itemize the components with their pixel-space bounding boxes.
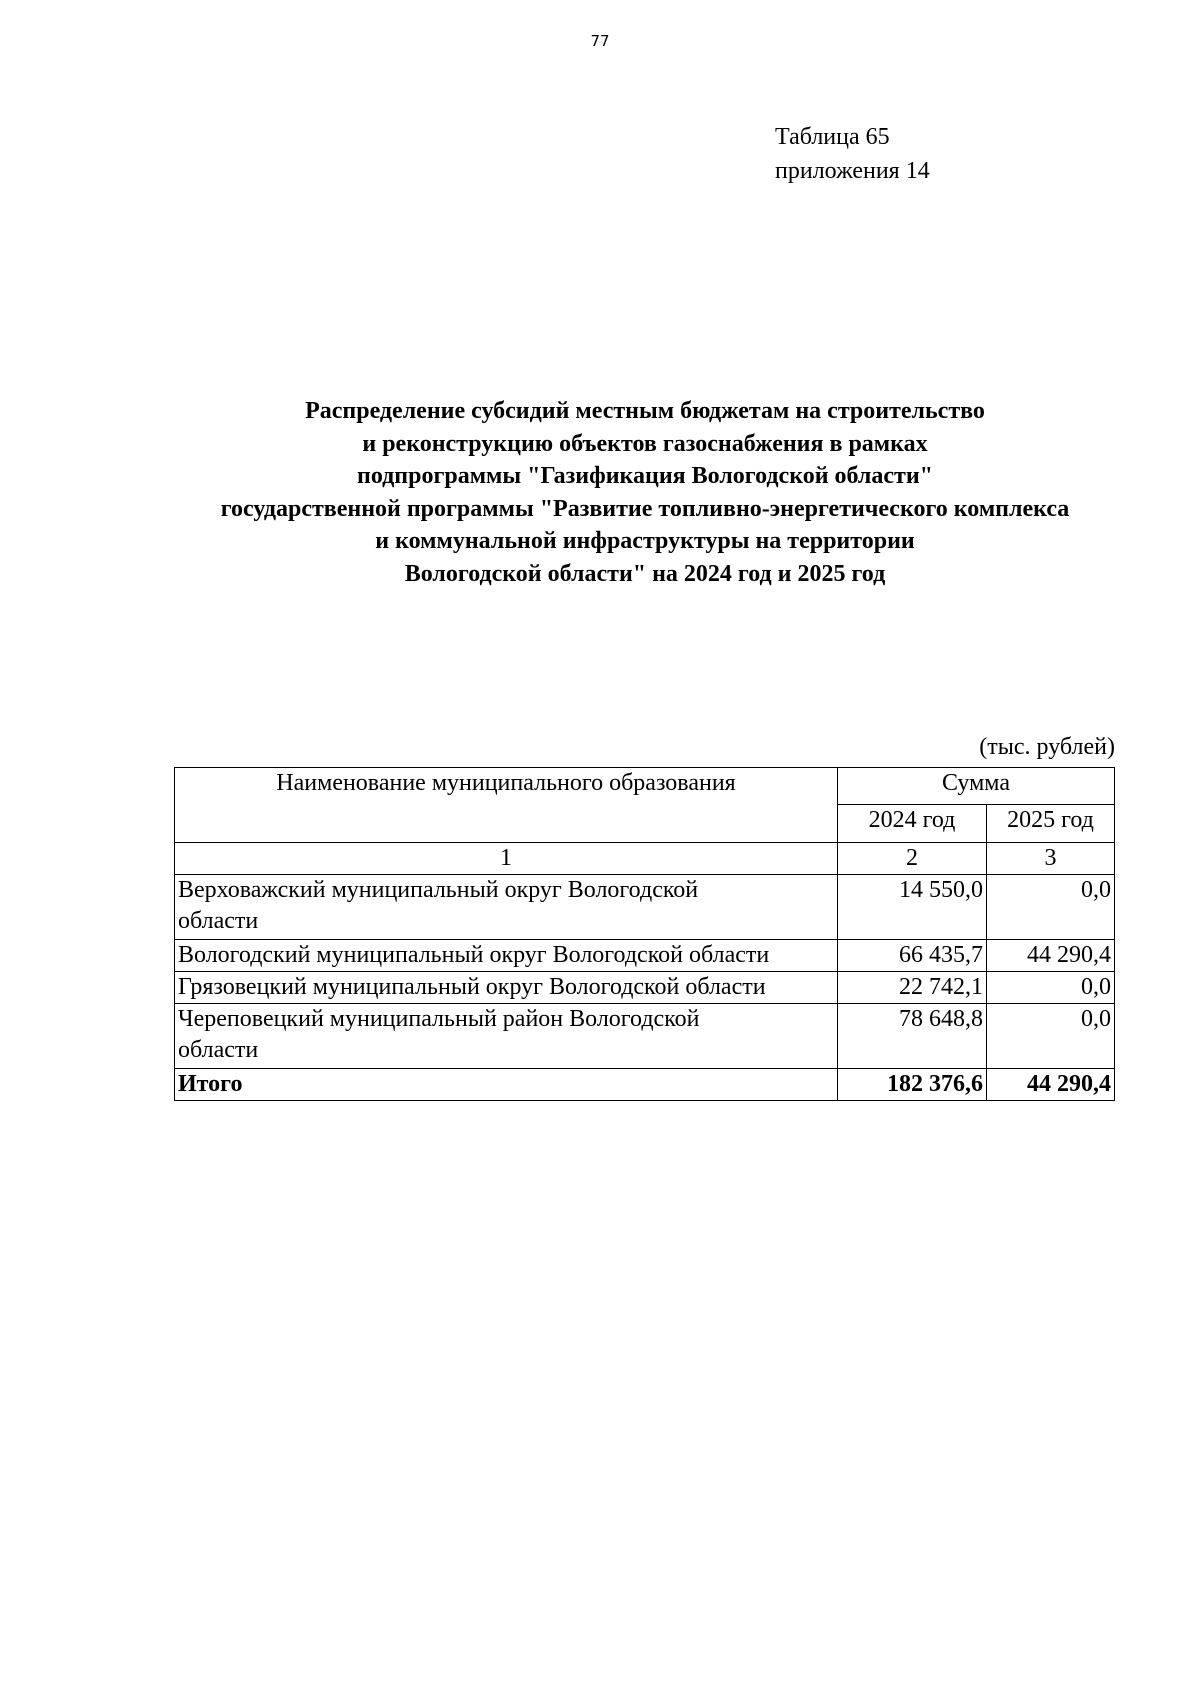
total-2024: 182 376,6 — [838, 1069, 987, 1101]
municipality-name-line: Череповецкий муниципальный район Вологодской — [178, 1006, 700, 1032]
amount-2024: 22 742,1 — [838, 972, 987, 1004]
header-year-2025: 2025 год — [987, 805, 1115, 843]
table-row — [175, 1004, 1115, 1069]
title-line: Вологодской области" на 2024 год и 2025 год — [404, 560, 886, 587]
municipality-name-line: области — [178, 1037, 259, 1063]
amount-2025: 44 290,4 — [987, 940, 1115, 972]
amount-2025: 0,0 — [987, 1004, 1115, 1069]
title-line: государственной программы "Развитие топливно-энергетического комплекса — [220, 495, 1070, 522]
column-number: 3 — [987, 843, 1115, 875]
total-2025: 44 290,4 — [987, 1069, 1115, 1101]
municipality-name — [175, 875, 838, 940]
document-title — [100, 395, 1190, 590]
title-line: подпрограммы "Газификация Вологодской области" — [357, 463, 933, 489]
header-name: Наименование муниципального образования — [175, 768, 838, 843]
units-label: (тыс. рублей) — [979, 734, 1115, 760]
table-row — [175, 940, 1115, 972]
subsidy-table — [174, 767, 1115, 1101]
title-line: и реконструкцию объектов газоснабжения в рамках — [362, 430, 928, 457]
amount-2025: 0,0 — [987, 972, 1115, 1004]
amount-2024: 78 648,8 — [838, 1004, 987, 1069]
amount-2025: 0,0 — [987, 875, 1115, 940]
amount-2024: 14 550,0 — [838, 875, 987, 940]
annex-table-number: Таблица 65 — [775, 124, 890, 150]
column-number: 1 — [175, 843, 838, 875]
column-numbers-row — [175, 843, 1115, 875]
table-row — [175, 972, 1115, 1004]
municipality-name-line: области — [178, 908, 259, 934]
table-row — [175, 875, 1115, 940]
column-number: 2 — [838, 843, 987, 875]
municipality-name — [175, 1004, 838, 1069]
municipality-name: Вологодский муниципальный округ Вологодской области — [175, 940, 838, 972]
header-sum: Сумма — [838, 768, 1115, 805]
amount-2024: 66 435,7 — [838, 940, 987, 972]
total-label: Итого — [175, 1069, 838, 1101]
title-line: и коммунальной инфраструктуры на территории — [375, 528, 915, 554]
total-row — [175, 1069, 1115, 1101]
header-year-2024: 2024 год — [838, 805, 987, 843]
municipality-name: Грязовецкий муниципальный округ Вологодской области — [175, 972, 838, 1004]
annex-appendix-number: приложения 14 — [775, 158, 930, 184]
annex-reference — [775, 120, 930, 188]
municipality-name-line: Верховажский муниципальный округ Вологодской — [178, 877, 699, 903]
title-line: Распределение субсидий местным бюджетам на строительство — [305, 398, 985, 424]
page-number: 77 — [590, 32, 610, 50]
